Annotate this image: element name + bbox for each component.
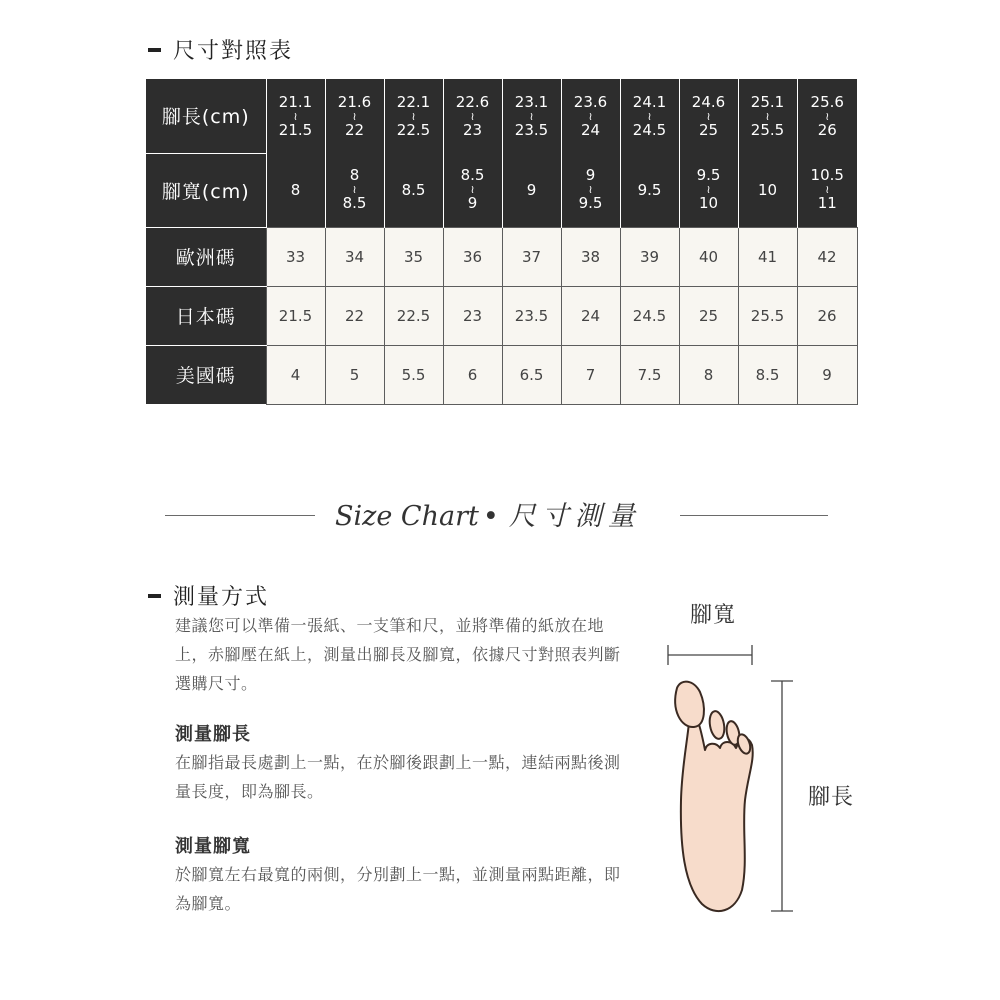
cell-bottom: 21.5	[278, 120, 313, 139]
foot-width-label: 腳寬	[690, 603, 737, 628]
cell-tilde: ≀	[588, 109, 593, 123]
size-cell: 7.5	[620, 345, 679, 404]
size-cell: 34	[325, 227, 384, 286]
size-cell: 21.5	[266, 286, 325, 345]
cell-bottom: 24.5	[632, 120, 667, 139]
size-cell: 7	[561, 345, 620, 404]
size-cell: 24.5	[620, 286, 679, 345]
length-body: 在腳指最長處劃上一點，在於腳後跟劃上一點，連結兩點後測量長度，即為腳長。	[175, 753, 621, 801]
size-cell: 5	[325, 345, 384, 404]
cell-top: 22.1	[396, 92, 431, 111]
cell-tilde: ≀	[411, 109, 416, 123]
cell-tilde: ≀	[588, 183, 593, 197]
cell-top: 9	[585, 166, 596, 185]
size-cell: 38	[561, 227, 620, 286]
size-cell: 6	[443, 345, 502, 404]
size-cell: 25.5	[738, 286, 797, 345]
cell-value: 9	[526, 180, 537, 199]
cell-value: 9.5	[637, 180, 662, 199]
cell-top: 23.6	[573, 92, 608, 111]
cell-bottom: 25	[698, 120, 719, 139]
size-cell: 23.5	[502, 286, 561, 345]
cell-tilde: ≀	[529, 109, 534, 123]
cell-value: 8	[290, 180, 301, 199]
cell-tilde: ≀	[352, 183, 357, 197]
cell-tilde: ≀	[470, 109, 475, 123]
length-measure-line	[771, 681, 793, 911]
cell-bottom: 8.5	[342, 194, 367, 213]
cell-tilde: ≀	[647, 109, 652, 123]
row-label: 歐洲碼	[146, 227, 266, 286]
cell-top: 23.1	[514, 92, 549, 111]
foot-icon	[675, 682, 753, 911]
cell-bottom: 24	[580, 120, 601, 139]
size-cell: 4	[266, 345, 325, 404]
size-cell: 42	[797, 227, 857, 286]
cell-value: 10	[757, 180, 778, 199]
cell-value: 8.5	[401, 180, 426, 199]
cell-tilde: ≀	[765, 109, 770, 123]
size-cell: 22.5	[384, 286, 443, 345]
cell-bottom: 9	[467, 194, 478, 213]
row-label: 腳寬(cm)	[146, 153, 266, 227]
cell-bottom: 11	[817, 194, 837, 213]
cell-tilde: ≀	[706, 109, 711, 123]
cell-bottom: 22.5	[396, 120, 431, 139]
size-cell: 35	[384, 227, 443, 286]
size-cell: 41	[738, 227, 797, 286]
size-cell: 5.5	[384, 345, 443, 404]
size-chart-title: 尺寸對照表	[173, 39, 294, 64]
cell-tilde: ≀	[352, 109, 357, 123]
method-title: 測量方式	[173, 585, 270, 610]
cell-top: 21.6	[337, 92, 372, 111]
foot-length-label: 腳長	[808, 785, 855, 810]
size-cell: 9	[797, 345, 857, 404]
size-cell: 8	[679, 345, 738, 404]
cell-top: 24.1	[632, 92, 667, 111]
cell-top: 9.5	[696, 166, 721, 185]
method-body: 建議您可以準備一張紙、一支筆和尺，並將準備的紙放在地上，赤腳壓在紙上，測量出腳長及腳寬，依據尺寸對照表判斷選購尺寸。	[175, 616, 621, 693]
size-cell: 24	[561, 286, 620, 345]
size-cell: 33	[266, 227, 325, 286]
row-label: 日本碼	[146, 286, 266, 345]
cell-bottom: 10	[698, 194, 719, 213]
width-title: 測量腳寬	[175, 836, 251, 857]
size-cell: 39	[620, 227, 679, 286]
cell-bottom: 9.5	[578, 194, 603, 213]
size-cell: 40	[679, 227, 738, 286]
cell-bottom: 26	[817, 120, 837, 139]
cell-tilde: ≀	[293, 109, 298, 123]
cell-top: 24.6	[691, 92, 726, 111]
size-cell: 22	[325, 286, 384, 345]
size-cell: 36	[443, 227, 502, 286]
cell-top: 8	[349, 166, 360, 185]
cell-top: 21.1	[278, 92, 313, 111]
cell-top: 22.6	[455, 92, 490, 111]
cell-tilde: ≀	[825, 109, 830, 123]
cell-tilde: ≀	[470, 183, 475, 197]
length-title: 測量腳長	[175, 724, 251, 745]
size-cell: 8.5	[738, 345, 797, 404]
size-cell: 25	[679, 286, 738, 345]
width-measure-line	[668, 645, 752, 665]
section-title-zh: 尺寸測量	[508, 501, 641, 532]
row-label: 美國碼	[146, 345, 266, 404]
cell-top: 25.6	[810, 92, 844, 111]
size-cell: 37	[502, 227, 561, 286]
size-cell: 23	[443, 286, 502, 345]
size-cell: 26	[797, 286, 857, 345]
width-body: 於腳寬左右最寬的兩側，分別劃上一點，並測量兩點距離，即為腳寬。	[175, 865, 621, 913]
section-title-dot: •	[482, 501, 499, 532]
section-title-en: Size Chart	[335, 501, 479, 532]
cell-tilde: ≀	[825, 183, 830, 197]
cell-bottom: 23.5	[514, 120, 549, 139]
cell-top: 10.5	[810, 166, 844, 185]
cell-top: 25.1	[750, 92, 785, 111]
cell-bottom: 23	[462, 120, 483, 139]
cell-bottom: 25.5	[750, 120, 785, 139]
cell-top: 8.5	[460, 166, 485, 185]
cell-bottom: 22	[344, 120, 365, 139]
size-cell: 6.5	[502, 345, 561, 404]
cell-tilde: ≀	[706, 183, 711, 197]
row-label: 腳長(cm)	[146, 79, 266, 153]
